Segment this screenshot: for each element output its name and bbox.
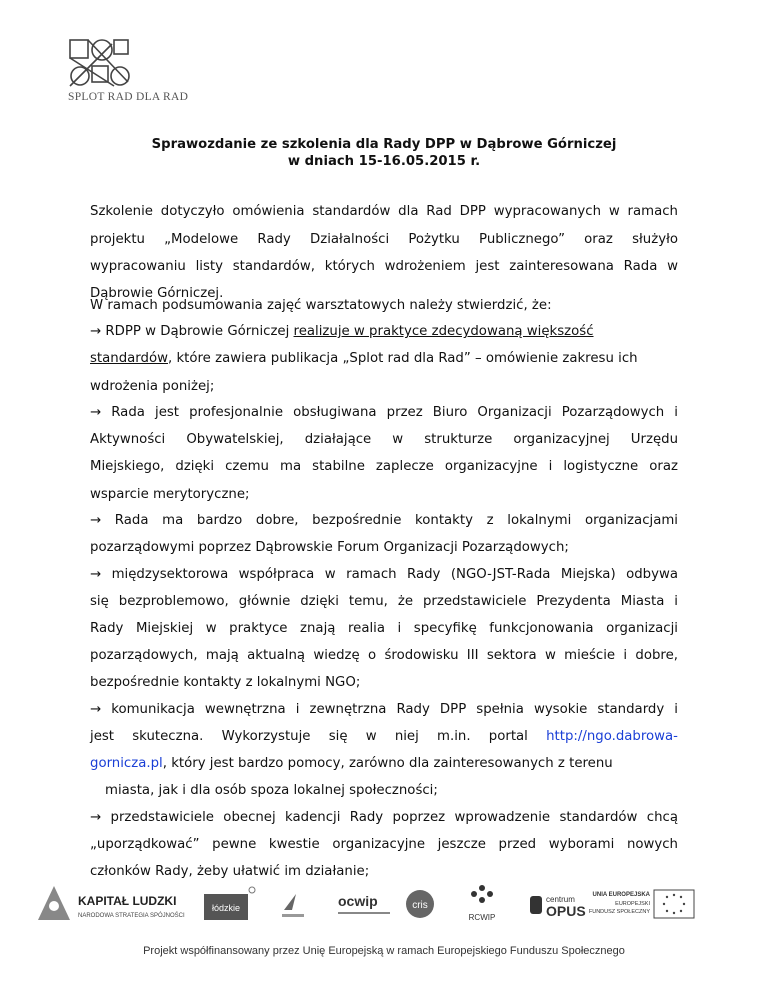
ocwip-logo (338, 893, 390, 914)
bullet-line: jest skuteczna. Wykorzystuje się w niej m.in. portal http://ngo.dabrowa- (90, 729, 678, 744)
ue-line-2: EUROPEJSKI (615, 901, 650, 907)
paragraph-line: Szkolenie dotyczyło omówienia standardów dla Rad DPP wypracowanych w ramach (90, 204, 678, 219)
bird-logo (282, 894, 304, 917)
opus-text: OPUS (546, 903, 586, 919)
ocwip-text: ocwip (338, 893, 378, 909)
portal-link[interactable]: http://ngo.dabrowa- (546, 729, 678, 744)
bullet-line: wsparcie merytoryczne; (90, 487, 250, 502)
bullet-item: → RDPP w Dąbrowie Górniczej realizuje w praktyce zdecydowaną większość (90, 324, 594, 339)
logo-caption: SPLOT RAD DLA RAD (68, 91, 189, 103)
title-line-2: w dniach 15-16.05.2015 r. (287, 154, 481, 169)
document-title (0, 136, 768, 170)
bullet-item: → Rada ma bardzo dobre, bezpośrednie kontakty z lokalnymi organizacjami (90, 513, 678, 528)
bullet-item: → przedstawiciele obecnej kadencji Rady poprzez wprowadzenie standardów chcą (90, 810, 678, 825)
bullet-item: → Rada jest profesjonalnie obsługiwana przez Biuro Organizacji Pozarządowych i (90, 405, 678, 420)
portal-link-continued[interactable]: gornicza.pl (90, 756, 163, 771)
paragraph-line: W ramach podsumowania zajęć warsztatowych należy stwierdzić, że: (90, 298, 552, 313)
funding-note: Projekt współfinansowany przez Unię Europejską w ramach Europejskiego Funduszu Społecznego (143, 945, 625, 957)
rcwip-logo (469, 885, 496, 922)
bullet-line: członków Rady, żeby ułatwić im działanie; (90, 864, 370, 879)
arrow-icon: → (90, 567, 102, 582)
bullet-line: standardów, które zawiera publikacja „Splot rad dla Rad” – omówienie zakresu ich (90, 351, 638, 366)
title-line-1: Sprawozdanie ze szkolenia dla Rady DPP w Dąbrowe Górniczej (151, 137, 617, 152)
arrow-icon: → (90, 810, 102, 825)
arrow-icon: → (90, 405, 102, 420)
eu-logo (589, 890, 694, 918)
centrum-text: centrum (546, 895, 575, 904)
bullet-line: „uporządkować” pewne kwestie organizacyjne jeszcze przed wyborami nowych (90, 837, 678, 852)
bullet-line: Rady Miejskiej w praktyce znają realia i specyfikę funkcjonowania organizacji (90, 621, 678, 636)
bullet-line: miasta, jak i dla osób spoza lokalnej społeczności; (105, 783, 438, 798)
lodzkie-text: łódzkie (211, 903, 241, 913)
bullet-line: Miejskiego, dzięki czemu ma stabilne zaplecze organizacyjne i logistyczne oraz (90, 459, 678, 474)
lodzkie-logo (204, 887, 255, 920)
arrow-icon: → (90, 513, 102, 528)
kl-subtitle: NARODOWA STRATEGIA SPÓJNOŚCI (78, 913, 185, 919)
bullet-line: pozarządowych, mają aktualną wiedzę o środowisku III sektora w mieście i dobre, (90, 648, 678, 663)
bullet-line: wdrożenia poniżej; (90, 379, 215, 394)
centrum-opus-logo (530, 895, 586, 919)
sponsor-logos (34, 880, 734, 930)
paragraph-line: wypracowaniu listy standardów, których wdrożeniem jest zainteresowana Rada w (90, 259, 678, 274)
bullet-item: → komunikacja wewnętrzna i zewnętrzna Rady DPP spełnia wysokie standardy i (90, 702, 678, 717)
bullet-line: gornicza.pl, który jest bardzo pomocy, zarówno dla zainteresowanych z terenu (90, 756, 613, 771)
bullet-line: się bezproblemowo, głównie dzięki temu, że przedstawiciele Prezydenta Miasta i (90, 594, 678, 609)
cris-text: cris (412, 900, 428, 911)
kl-title: KAPITAŁ LUDZKI (78, 894, 177, 908)
ue-line-1: UNIA EUROPEJSKA (592, 892, 650, 898)
rcwip-text: RCWIP (468, 913, 496, 922)
bullet-line: bezpośrednie kontakty z lokalnymi NGO; (90, 675, 361, 690)
arrow-icon: → (90, 324, 102, 339)
bullet-item: → międzysektorowa współpraca w ramach Rady (NGO-JST-Rada Miejska) odbywa (90, 567, 678, 582)
bullet-line: Aktywności Obywatelskiej, działające w strukturze organizacyjnej Urzędu (90, 432, 678, 447)
kapital-ludzki-logo (38, 886, 185, 920)
paragraph-line: projektu „Modelowe Rady Działalności Pożytku Publicznego” oraz służyło (90, 232, 678, 247)
paragraph-line: Dąbrowie Górniczej. (90, 286, 224, 301)
cris-logo (406, 890, 434, 918)
ue-line-3: FUNDUSZ SPOŁECZNY (588, 909, 650, 915)
arrow-icon: → (90, 702, 102, 717)
bullet-line: pozarządowymi poprzez Dąbrowskie Forum Organizacji Pozarządowych; (90, 540, 569, 555)
